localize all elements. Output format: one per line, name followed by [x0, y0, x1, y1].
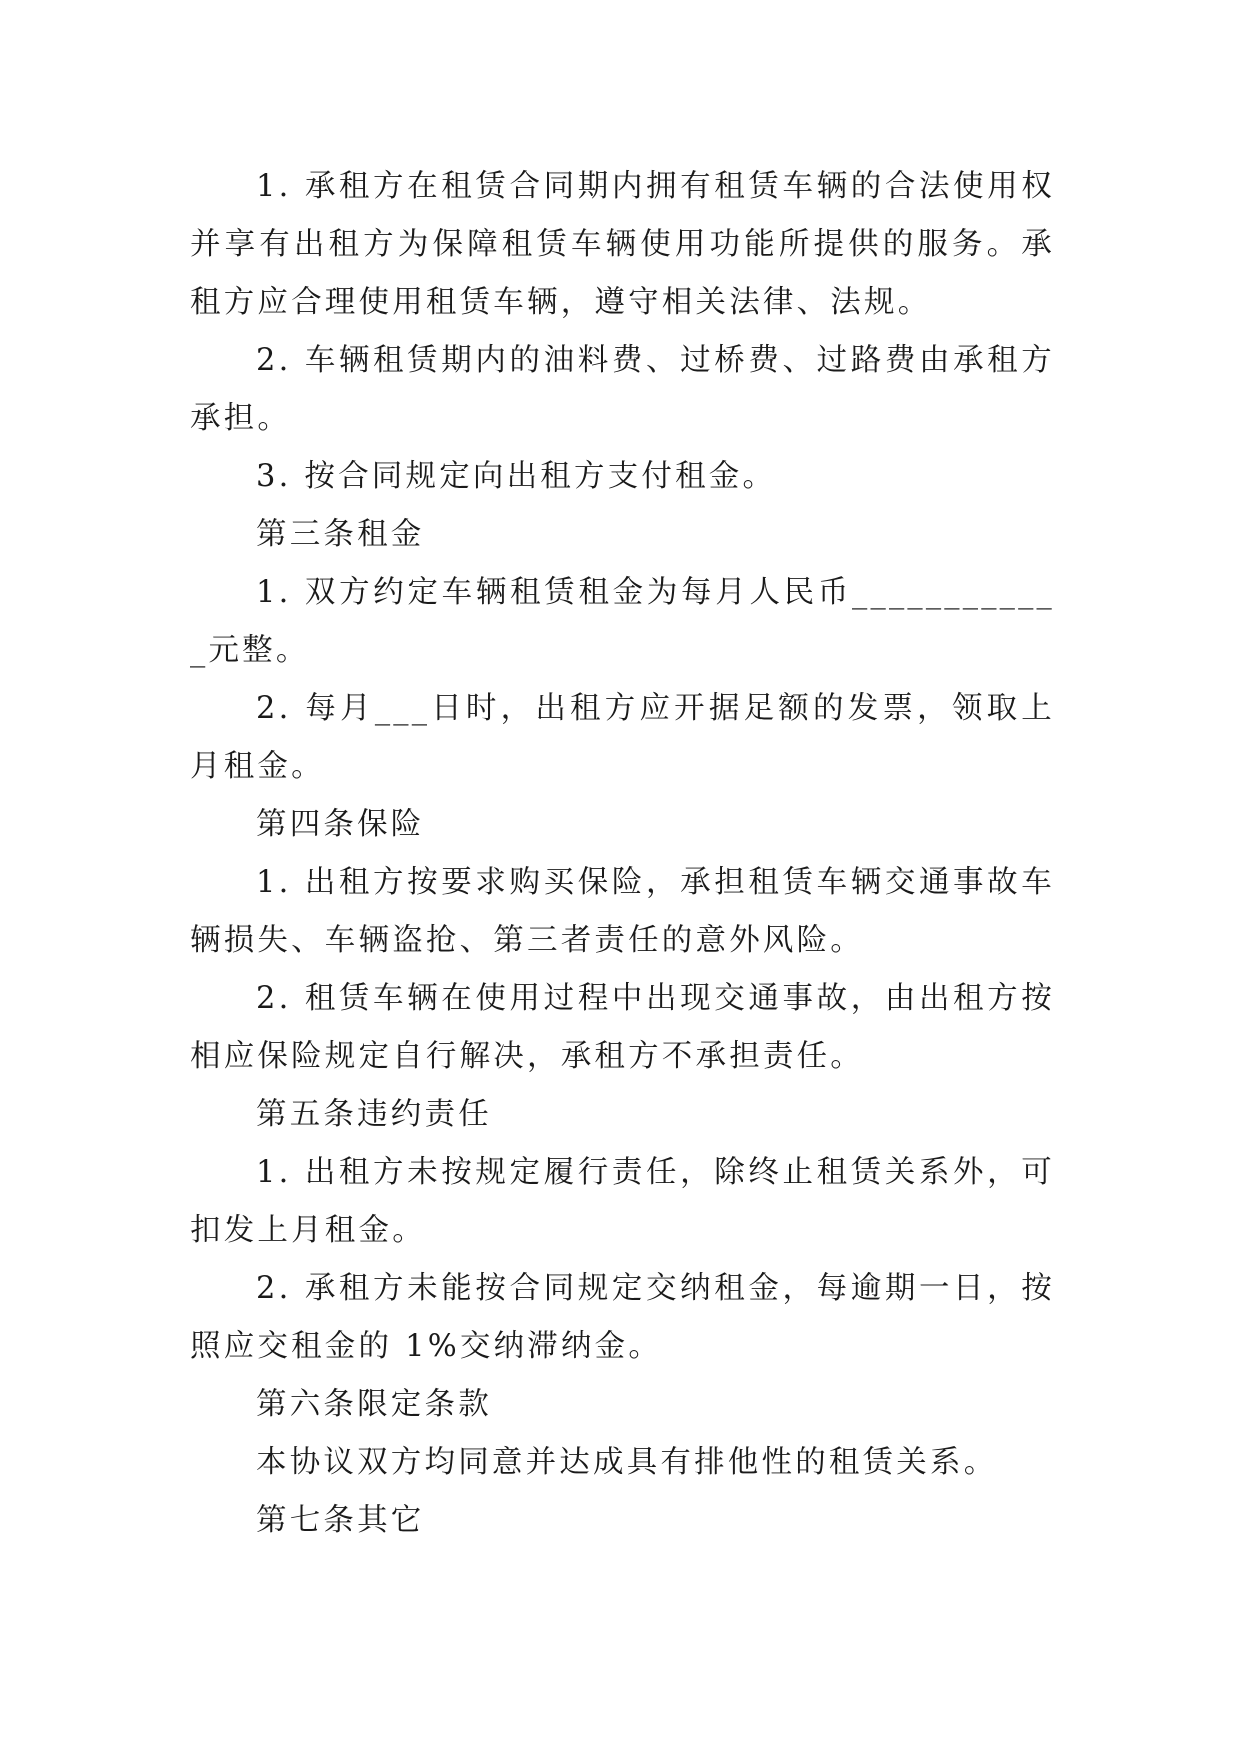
- clause-paragraph: 2. 承租方未能按合同规定交纳租金，每逾期一日，按照应交租金的 1%交纳滞纳金。: [190, 1271, 1055, 1364]
- clause-paragraph: 1. 承租方在租赁合同期内拥有租赁车辆的合法使用权并享有出租方为保障租赁车辆使用功能所提供的服务。承租方应合理使用租赁车辆，遵守相关法律、法规。: [190, 169, 1055, 320]
- document-body: [190, 158, 1055, 1550]
- article-heading: 第三条租金: [256, 517, 425, 552]
- article-heading: 第四条保险: [256, 807, 425, 842]
- clause-paragraph: 2. 租赁车辆在使用过程中出现交通事故，由出租方按相应保险规定自行解决，承租方不承担责任。: [190, 981, 1055, 1074]
- clause-paragraph: 1. 出租方未按规定履行责任，除终止租赁关系外，可扣发上月租金。: [190, 1155, 1055, 1248]
- article-heading: 第五条违约责任: [256, 1097, 492, 1132]
- article-heading: 第七条其它: [256, 1503, 425, 1538]
- clause-paragraph: 2. 每月___日时，出租方应开据足额的发票，领取上月租金。: [190, 691, 1055, 784]
- clause-paragraph: 本协议双方均同意并达成具有排他性的租赁关系。: [256, 1445, 998, 1480]
- clause-paragraph: 3. 按合同规定向出租方支付租金。: [256, 459, 777, 494]
- clause-paragraph: 1. 双方约定车辆租赁租金为每月人民币____________元整。: [190, 575, 1055, 668]
- article-heading: 第六条限定条款: [256, 1387, 492, 1422]
- clause-paragraph: 1. 出租方按要求购买保险，承担租赁车辆交通事故车辆损失、车辆盗抢、第三者责任的意外风险。: [190, 865, 1055, 958]
- clause-paragraph: 2. 车辆租赁期内的油料费、过桥费、过路费由承租方承担。: [190, 343, 1055, 436]
